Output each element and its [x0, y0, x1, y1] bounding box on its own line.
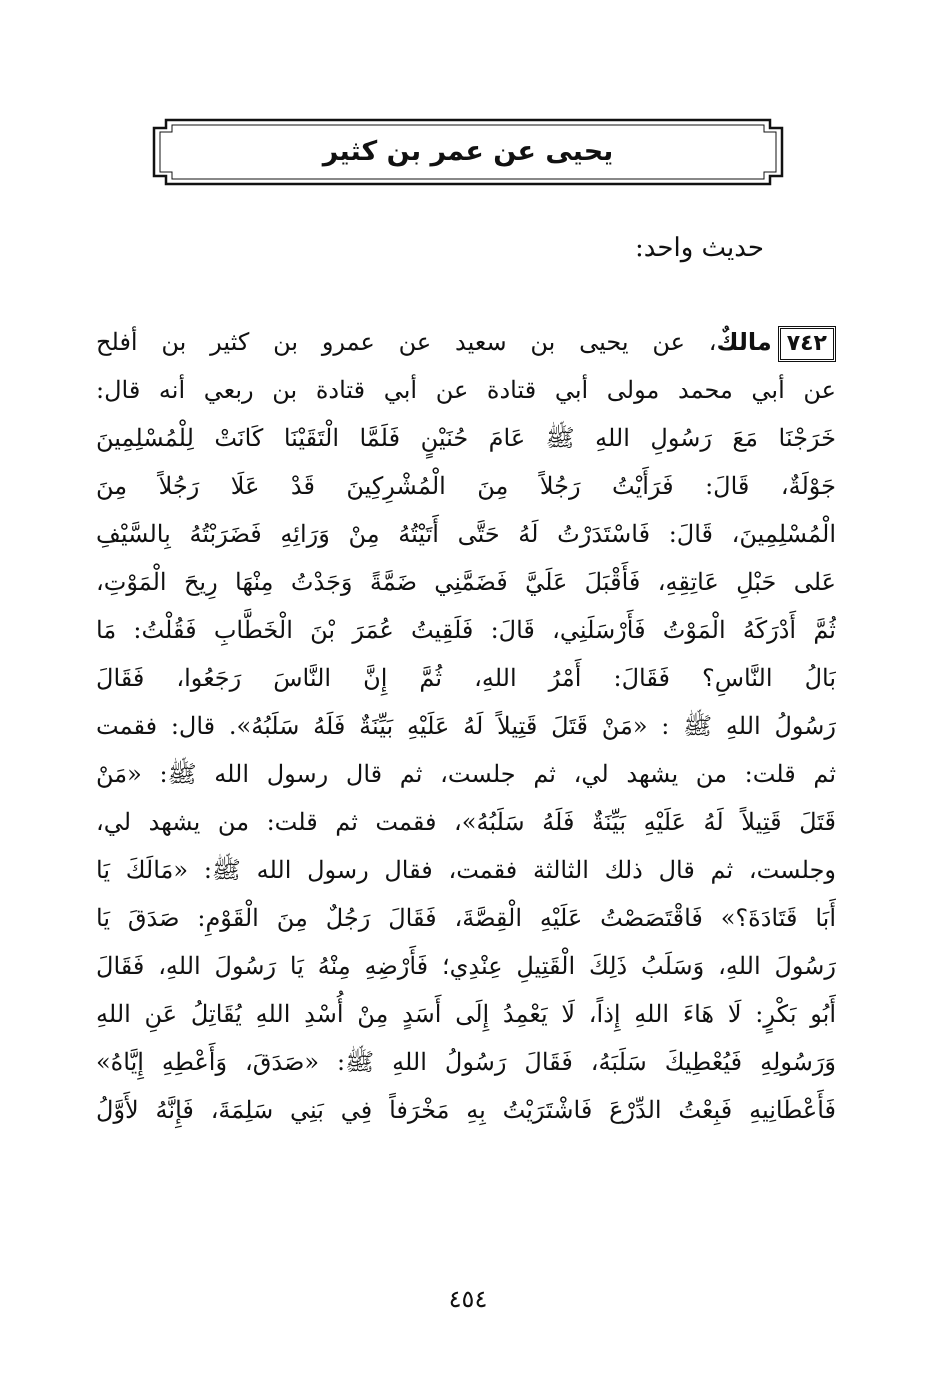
text-line: عن أبي محمد مولى أبي قتادة عن أبي قتادة بن ربعي أنه قال: [96, 376, 836, 404]
text-line: عَلى حَبْلِ عَاتِقِهِ، فَأَقْبَلَ عَلَيَّ فَضَمَّنِي ضَمَّةً وَجَدْتُ مِنْهَا رِيحَ الْمَوْتِ، [96, 568, 836, 596]
text-line: ثم قلت: من يشهد لي، ثم جلست، ثم قال رسول الله ﷺ: «مَنْ [96, 760, 836, 788]
text-line: بَالُ النَّاسِ؟ فَقَالَ: أَمْرُ اللهِ، ثُمَّ إِنَّ النَّاسَ رَجَعُوا، فَقَالَ [96, 664, 836, 692]
text-line: خَرَجْنَا مَعَ رَسُولِ اللهِ ﷺ عَامَ حُنَيْنٍ فَلَمَّا الْتَقَيْنَا كَانَتْ لِلْمُسْلِمِينَ [96, 424, 836, 452]
text-line: وجلست، ثم قال ذلك الثالثة فقمت، فقال رسول الله ﷺ: «مَالَكَ يَا [96, 856, 836, 884]
text-line: رَسُولُ اللهِ ﷺ : «مَنْ قَتَلَ قَتِيلاً لَهُ عَلَيْهِ بَيِّنَةٌ فَلَهُ سَلَبُهُ». قال: فقمت [96, 712, 836, 740]
page-number: ٤٥٤ [448, 1285, 488, 1313]
narrator-name: مالكٌ [716, 328, 772, 356]
text-line-content: ، عن يحيى بن سعيد عن عمرو بن كثير بن أفلح [96, 328, 717, 356]
hadith-body [96, 318, 836, 1134]
text-line [96, 318, 836, 366]
text-line: الْمُسْلِمِينَ، قَالَ: فَاسْتَدَرْتُ لَهُ حَتَّى أَتَيْتُهُ مِنْ وَرَائِهِ فَضَرَبْتُهُ بِالسَّيْفِ [96, 520, 836, 548]
text-line: أَبَا قَتَادَةَ؟» فَاقْتَصَصْتُ عَلَيْهِ الْقِصَّةَ، فَقَالَ رَجُلٌ مِنَ الْقَوْمِ: صَدَقَ يَا [96, 904, 836, 932]
text-line: أَبُو بَكْرٍ: لَا هَاءَ اللهِ إِذاً، لَا يَعْمِدُ إِلَى أَسَدٍ مِنْ أُسْدِ اللهِ يُقَاتِلُ عَنِ اللهِ [96, 1000, 836, 1028]
text-line: رَسُولَ اللهِ، وَسَلَبُ ذَلِكَ الْقَتِيلِ عِنْدِي؛ فَأَرْضِهِ مِنْهُ يَا رَسُولَ اللهِ، فَقَالَ [96, 952, 836, 980]
title-frame [152, 118, 784, 186]
text-line: قَتَلَ قَتِيلاً لَهُ عَلَيْهِ بَيِّنَةٌ فَلَهُ سَلَبُهُ»، فقمت ثم قلت: من يشهد لي، [96, 808, 836, 836]
section-subheading: حديث واحد: [634, 233, 764, 263]
text-line: فَأَعْطَانِيهِ فَبِعْتُ الدِّرْعَ فَاشْتَرَيْتُ بِهِ مَخْرَفاً فِي بَنِي سَلِمَةَ، فَإِنَّهُ لأَوَّلُ [96, 1096, 836, 1124]
text-line: وَرَسُولِهِ فَيُعْطِيكَ سَلَبَهُ، فَقَالَ رَسُولُ اللهِ ﷺ: «صَدَقَ، وَأَعْطِهِ إِيَّاهُ» [96, 1048, 836, 1076]
hadith-number-badge: ٧٤٢ [778, 326, 836, 362]
chapter-title: يحيى عن عمر بن كثير [322, 136, 614, 167]
text-line: ثُمَّ أَدْرَكَهُ الْمَوْتُ فَأَرْسَلَنِي، قَالَ: فَلَقِيتُ عُمَرَ بْنَ الْخَطَّابِ فَقُلْتُ: مَا [96, 616, 836, 644]
text-line: جَوْلَةٌ، قَالَ: فَرَأَيْتُ رَجُلاً مِنَ الْمُشْرِكِينَ قَدْ عَلَا رَجُلاً مِنَ [96, 472, 836, 500]
